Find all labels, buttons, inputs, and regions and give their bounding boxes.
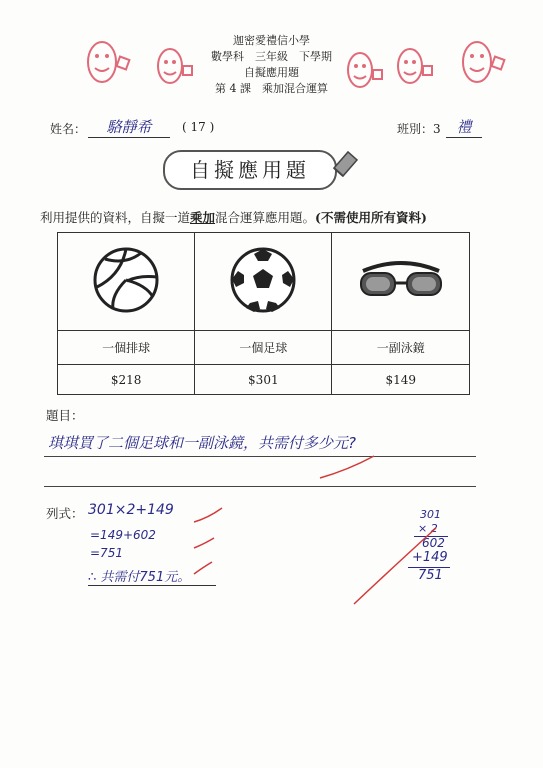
- working-line-1[interactable]: 301×2+149: [88, 502, 174, 518]
- item-price: $218: [58, 365, 195, 395]
- vertical-top: 301: [420, 508, 441, 521]
- check-mark-icon: [190, 500, 230, 580]
- subject-line: 數學科 三年級 下學期: [211, 50, 332, 63]
- student-number: ( 17 ): [182, 120, 215, 134]
- swim-goggles-icon: [353, 255, 449, 305]
- working-line-2[interactable]: =149+602: [90, 528, 156, 542]
- item-label: 一個排球: [58, 331, 195, 365]
- check-mark-icon: [350, 520, 440, 610]
- soccer-ball-icon: [228, 245, 298, 315]
- answer-line: [44, 486, 476, 487]
- vertical-partial: 602: [422, 536, 445, 550]
- items-table: [57, 232, 470, 395]
- item-price: $301: [195, 365, 332, 395]
- working-label: 列式：: [46, 506, 84, 521]
- name-field[interactable]: 駱靜希: [88, 116, 170, 138]
- answer-line: [44, 456, 476, 457]
- stamp-icon: [80, 36, 140, 86]
- vertical-mult: × 2: [418, 522, 438, 535]
- question-answer[interactable]: 琪琪買了二個足球和一副泳鏡，共需付多少元?: [48, 434, 356, 452]
- stamp-icon: [150, 44, 205, 89]
- page-title: 自擬應用題: [163, 150, 337, 190]
- working-line-4[interactable]: ∴ 共需付751元。: [88, 566, 216, 586]
- item-image-cell: [195, 233, 332, 331]
- question-label: 題目：: [46, 408, 84, 423]
- stamp-icon: [340, 48, 395, 93]
- instruction-note: (不需使用所有資料): [315, 210, 427, 225]
- stamp-icon: [455, 36, 515, 86]
- item-price: $149: [332, 365, 470, 395]
- class-label: 班別：3: [397, 122, 441, 136]
- check-mark-icon: [318, 452, 378, 482]
- instruction-suffix: 混合運算應用題。: [215, 210, 316, 225]
- stamp-icon: [390, 44, 445, 89]
- instruction-prefix: 利用提供的資料，自擬一道: [40, 210, 191, 225]
- instruction: [40, 208, 427, 226]
- item-label: 一個足球: [195, 331, 332, 365]
- item-label: 一副泳鏡: [332, 331, 470, 365]
- name-label: 姓名：: [50, 122, 87, 136]
- vertical-add: +149: [412, 550, 448, 565]
- class-field[interactable]: 禮: [446, 116, 482, 138]
- school-name: 迦密愛禮信小學: [233, 34, 310, 47]
- working-line-3[interactable]: =751: [90, 546, 123, 560]
- eraser-icon: [330, 146, 360, 182]
- volleyball-icon: [91, 245, 161, 315]
- item-image-cell: [58, 233, 195, 331]
- instruction-emphasis: 乘加: [190, 210, 216, 225]
- worksheet-type: 自擬應用題: [244, 66, 299, 79]
- lesson-title: 第 4 課 乘加混合運算: [215, 82, 328, 95]
- vertical-result: 751: [418, 568, 443, 583]
- item-image-cell: [332, 233, 470, 331]
